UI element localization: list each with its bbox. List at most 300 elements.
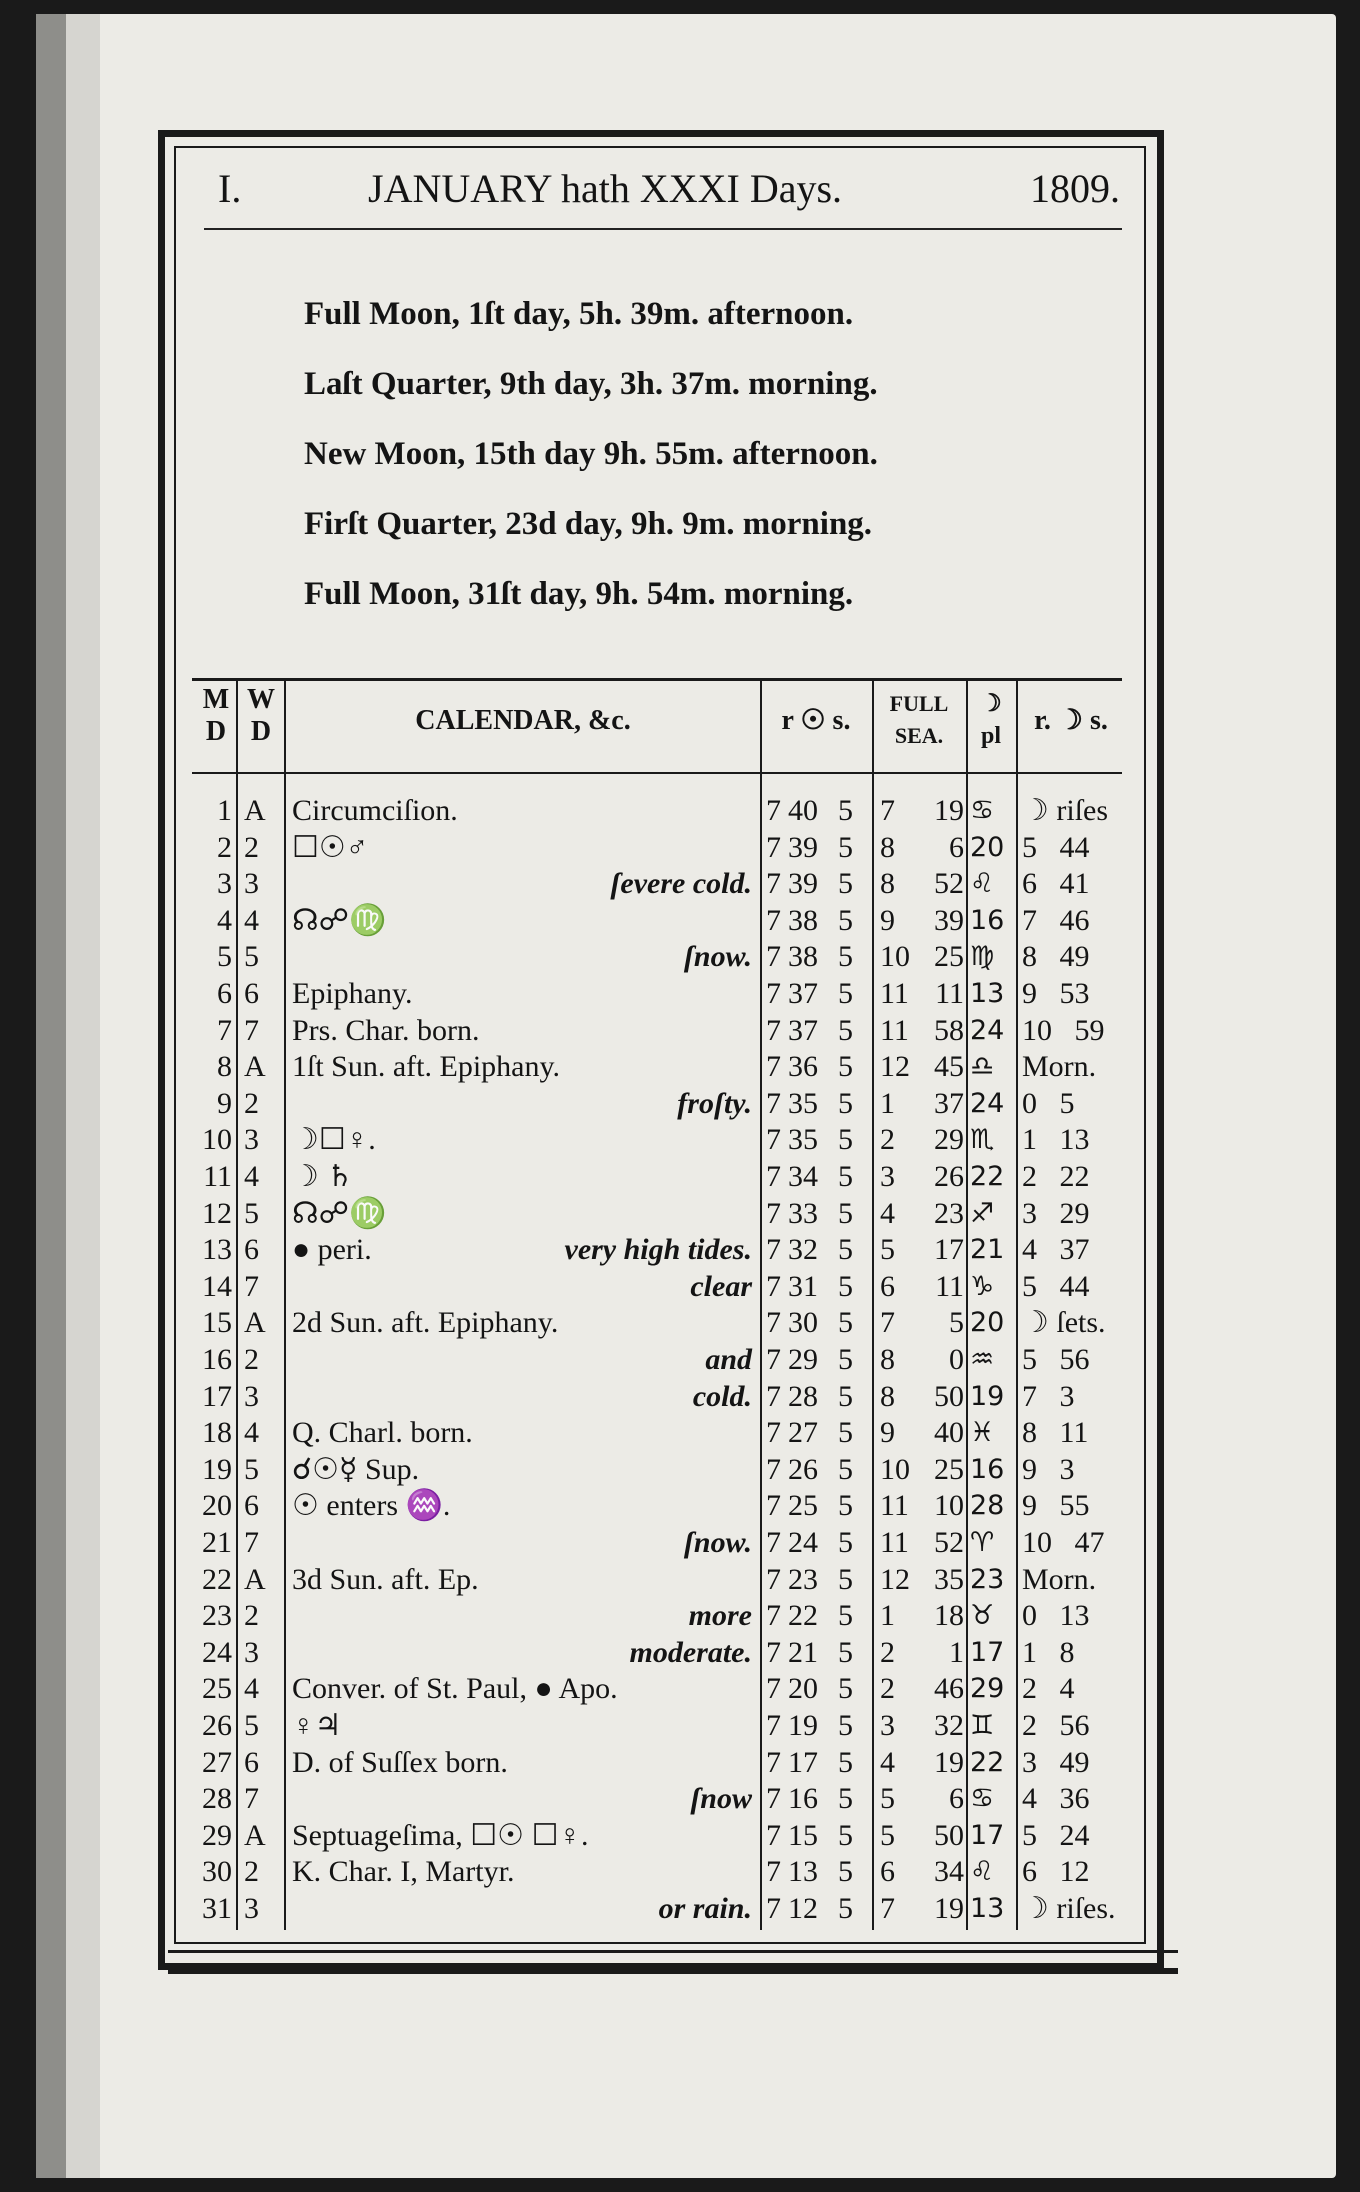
full-sea-hour: 8	[880, 867, 895, 900]
full-sea-minute: 6	[949, 831, 964, 864]
calendar-entry: ♀♃	[292, 1709, 342, 1742]
sunrise-hour: 7	[766, 1599, 781, 1632]
sunset-hour: 5	[838, 1123, 853, 1156]
sunrise-minute: 19	[788, 1709, 818, 1742]
sunrise-hour: 7	[766, 940, 781, 973]
col-divider	[1016, 680, 1018, 1930]
moon-place: 21	[970, 1234, 1005, 1265]
moon-place: 28	[970, 1490, 1005, 1521]
sunrise-minute: 20	[788, 1672, 818, 1705]
sunrise-minute: 28	[788, 1380, 818, 1413]
moon-rise-set: 4 37	[1022, 1233, 1090, 1266]
frame-bottom-bar	[168, 1950, 1178, 1974]
sunrise-minute: 34	[788, 1160, 818, 1193]
moon-place: ♌	[970, 1856, 995, 1887]
moon-place: 16	[970, 905, 1005, 936]
sunrise-hour: 7	[766, 1636, 781, 1669]
sunrise-minute: 15	[788, 1819, 818, 1852]
sunrise-minute: 29	[788, 1343, 818, 1376]
moon-place: 17	[970, 1820, 1005, 1851]
col-head-md: M D	[202, 684, 230, 747]
full-sea-minute: 58	[934, 1014, 964, 1047]
moon-place: ♋	[970, 795, 995, 826]
weather-note: ſevere cold.	[610, 867, 752, 900]
moon-place: ♉	[970, 1600, 995, 1631]
sunrise-hour: 7	[766, 867, 781, 900]
calendar-entry: ☊☍♍	[292, 1197, 387, 1230]
day-of-week: 3	[244, 1380, 259, 1413]
full-sea-hour: 6	[880, 1855, 895, 1888]
sunrise-hour: 7	[766, 1819, 781, 1852]
day-of-week: 7	[244, 1782, 259, 1815]
moon-rise-set: 6 41	[1022, 867, 1090, 900]
sunrise-hour: 7	[766, 1855, 781, 1888]
full-sea-hour: 2	[880, 1672, 895, 1705]
day-of-week: 6	[244, 977, 259, 1010]
moon-rise-set: Morn.	[1022, 1050, 1097, 1083]
moon-rise-set: 0 5	[1022, 1087, 1075, 1120]
day-of-week: 3	[244, 1892, 259, 1925]
col-divider	[236, 680, 238, 1930]
col-divider	[966, 680, 968, 1930]
day-of-month: 31	[202, 1892, 232, 1925]
sunset-hour: 5	[838, 1636, 853, 1669]
full-sea-minute: 52	[934, 1526, 964, 1559]
moon-place: ♍	[970, 941, 995, 972]
sunrise-minute: 40	[788, 794, 818, 827]
calendar-entry: Conver. of St. Paul, ● Apo.	[292, 1672, 618, 1705]
phase-line: Full Moon, 31ſt day, 9h. 54m. morning.	[304, 576, 854, 612]
day-of-month: 17	[202, 1380, 232, 1413]
sunset-hour: 5	[838, 1599, 853, 1632]
weather-note: very high tides.	[564, 1233, 752, 1266]
col-head-wd: W D	[247, 684, 275, 747]
weather-note: froſty.	[677, 1087, 752, 1120]
sunset-hour: 5	[838, 1197, 853, 1230]
full-sea-minute: 32	[934, 1709, 964, 1742]
calendar-entry: Q. Charl. born.	[292, 1416, 473, 1449]
day-of-week: 2	[244, 831, 259, 864]
day-of-week: A	[244, 1819, 266, 1852]
sunset-hour: 5	[838, 1050, 853, 1083]
sunrise-hour: 7	[766, 1892, 781, 1925]
day-of-month: 29	[202, 1819, 232, 1852]
full-sea-hour: 1	[880, 1599, 895, 1632]
col-divider	[872, 680, 874, 1930]
calendar-entry: D. of Suſſex born.	[292, 1746, 508, 1779]
day-of-month: 14	[202, 1270, 232, 1303]
sunrise-minute: 23	[788, 1563, 818, 1596]
sunrise-hour: 7	[766, 831, 781, 864]
moon-rise-set: 6 12	[1022, 1855, 1090, 1888]
moon-rise-set: 2 56	[1022, 1709, 1090, 1742]
sunrise-hour: 7	[766, 1782, 781, 1815]
weather-note: ſnow.	[683, 940, 752, 973]
full-sea-minute: 23	[934, 1197, 964, 1230]
full-sea-hour: 12	[880, 1050, 910, 1083]
weather-note: clear	[690, 1270, 752, 1303]
full-sea-hour: 12	[880, 1563, 910, 1596]
full-sea-minute: 39	[934, 904, 964, 937]
weather-note: cold.	[692, 1380, 752, 1413]
sunrise-hour: 7	[766, 1197, 781, 1230]
moon-rise-set: 10 47	[1022, 1526, 1105, 1559]
day-of-week: 6	[244, 1233, 259, 1266]
calendar-entry: Circumciſion.	[292, 794, 458, 827]
table-top-rule	[192, 678, 1122, 681]
moon-rise-set: 5 24	[1022, 1819, 1090, 1852]
sunset-hour: 5	[838, 1563, 853, 1596]
full-sea-minute: 26	[934, 1160, 964, 1193]
table-header-rule	[192, 772, 1122, 774]
full-sea-minute: 50	[934, 1380, 964, 1413]
full-sea-hour: 5	[880, 1233, 895, 1266]
sunrise-minute: 26	[788, 1453, 818, 1486]
full-sea-minute: 17	[934, 1233, 964, 1266]
calendar-entry: 3d Sun. aft. Ep.	[292, 1563, 479, 1596]
full-sea-minute: 25	[934, 1453, 964, 1486]
full-sea-minute: 5	[949, 1306, 964, 1339]
moon-place: 29	[970, 1673, 1005, 1704]
sunrise-minute: 38	[788, 904, 818, 937]
day-of-month: 8	[217, 1050, 232, 1083]
sunrise-minute: 24	[788, 1526, 818, 1559]
sunrise-minute: 25	[788, 1489, 818, 1522]
day-of-month: 19	[202, 1453, 232, 1486]
full-sea-minute: 19	[934, 1746, 964, 1779]
day-of-week: 3	[244, 1123, 259, 1156]
moon-rise-set: ☽ riſes.	[1022, 1892, 1116, 1925]
day-of-month: 20	[202, 1489, 232, 1522]
moon-place: 13	[970, 1893, 1005, 1924]
full-sea-hour: 5	[880, 1782, 895, 1815]
full-sea-hour: 11	[880, 1014, 909, 1047]
page-number: I.	[218, 166, 242, 211]
sunrise-minute: 37	[788, 1014, 818, 1047]
sunrise-hour: 7	[766, 1014, 781, 1047]
day-of-month: 11	[203, 1160, 232, 1193]
col-head-moon-place: ☽ pl	[980, 691, 1002, 749]
sunrise-hour: 7	[766, 1563, 781, 1596]
calendar-entry: ☽ ♄	[292, 1160, 354, 1193]
sunrise-hour: 7	[766, 1123, 781, 1156]
sunrise-minute: 16	[788, 1782, 818, 1815]
calendar-entry: Epiphany.	[292, 977, 413, 1010]
sunset-hour: 5	[838, 1233, 853, 1266]
moon-place: ♐	[970, 1198, 995, 1229]
full-sea-hour: 11	[880, 1526, 909, 1559]
moon-place: 22	[970, 1161, 1005, 1192]
moon-rise-set: 5 44	[1022, 831, 1090, 864]
full-sea-hour: 8	[880, 1343, 895, 1376]
sunset-hour: 5	[838, 1343, 853, 1376]
full-sea-minute: 11	[935, 977, 964, 1010]
sunset-hour: 5	[838, 867, 853, 900]
col-head-calendar: CALENDAR, &c.	[415, 705, 631, 736]
moon-place: 22	[970, 1747, 1005, 1778]
moon-rise-set: Morn.	[1022, 1563, 1097, 1596]
moon-rise-set: 3 49	[1022, 1746, 1090, 1779]
full-sea-minute: 40	[934, 1416, 964, 1449]
day-of-week: 5	[244, 1709, 259, 1742]
sunrise-minute: 32	[788, 1233, 818, 1266]
moon-place: ♋	[970, 1783, 995, 1814]
day-of-month: 26	[202, 1709, 232, 1742]
sunset-hour: 5	[838, 1746, 853, 1779]
moon-rise-set: 9 3	[1022, 1453, 1075, 1486]
full-sea-minute: 10	[934, 1489, 964, 1522]
calendar-entry: Prs. Char. born.	[292, 1014, 480, 1047]
calendar-entry: K. Char. I, Martyr.	[292, 1855, 515, 1888]
day-of-week: 5	[244, 1197, 259, 1230]
moon-place: 20	[970, 832, 1005, 863]
sunset-hour: 5	[838, 1709, 853, 1742]
sunrise-hour: 7	[766, 1343, 781, 1376]
calendar-entry: ● peri.	[292, 1233, 372, 1266]
sunset-hour: 5	[838, 1380, 853, 1413]
calendar-entry: ☽☐♀.	[292, 1123, 376, 1156]
sunset-hour: 5	[838, 940, 853, 973]
sunrise-minute: 33	[788, 1197, 818, 1230]
calendar-entry: ☌☉☿ Sup.	[292, 1453, 420, 1486]
moon-rise-set: 4 36	[1022, 1782, 1090, 1815]
full-sea-hour: 6	[880, 1270, 895, 1303]
calendar-entry: 2d Sun. aft. Epiphany.	[292, 1306, 559, 1339]
day-of-month: 22	[202, 1563, 232, 1596]
calendar-entry: ☊☍♍	[292, 904, 387, 937]
sunset-hour: 5	[838, 904, 853, 937]
sunrise-minute: 39	[788, 831, 818, 864]
sunset-hour: 5	[838, 1306, 853, 1339]
full-sea-hour: 10	[880, 1453, 910, 1486]
sunset-hour: 5	[838, 1782, 853, 1815]
moon-place: 20	[970, 1307, 1005, 1338]
weather-note: and	[705, 1343, 752, 1376]
full-sea-minute: 37	[934, 1087, 964, 1120]
sunrise-minute: 13	[788, 1855, 818, 1888]
day-of-week: 3	[244, 867, 259, 900]
col-head-fullsea: FULL SEA.	[889, 691, 949, 748]
day-of-month: 15	[202, 1306, 232, 1339]
phase-line: New Moon, 15th day 9h. 55m. afternoon.	[304, 436, 878, 472]
sunset-hour: 5	[838, 1270, 853, 1303]
day-of-month: 9	[217, 1087, 232, 1120]
moon-place: ♏	[970, 1124, 995, 1155]
day-of-month: 30	[202, 1855, 232, 1888]
sunset-hour: 5	[838, 1819, 853, 1852]
full-sea-minute: 45	[934, 1050, 964, 1083]
sunrise-hour: 7	[766, 1380, 781, 1413]
sunrise-hour: 7	[766, 794, 781, 827]
day-of-month: 6	[217, 977, 232, 1010]
page-title: JANUARY hath XXXI Days.	[368, 166, 843, 211]
day-of-week: 7	[244, 1526, 259, 1559]
day-of-month: 16	[202, 1343, 232, 1376]
col-head-sun: r ☉ s.	[781, 705, 851, 736]
moon-rise-set: 2 4	[1022, 1672, 1075, 1705]
day-of-month: 13	[202, 1233, 232, 1266]
sunset-hour: 5	[838, 1489, 853, 1522]
day-of-month: 24	[202, 1636, 232, 1669]
calendar-entry: 1ſt Sun. aft. Epiphany.	[292, 1050, 561, 1083]
full-sea-hour: 2	[880, 1123, 895, 1156]
moon-rise-set: 5 56	[1022, 1343, 1090, 1376]
sunrise-hour: 7	[766, 1416, 781, 1449]
sunset-hour: 5	[838, 1087, 853, 1120]
phase-line: Firſt Quarter, 23d day, 9h. 9m. morning.	[304, 506, 873, 542]
day-of-month: 10	[202, 1123, 232, 1156]
sunset-hour: 5	[838, 1526, 853, 1559]
day-of-week: 4	[244, 1160, 259, 1193]
day-of-month: 27	[202, 1746, 232, 1779]
day-of-month: 21	[202, 1526, 232, 1559]
weather-note: moderate.	[629, 1636, 752, 1669]
full-sea-minute: 11	[935, 1270, 964, 1303]
moon-place: ♈	[970, 1527, 995, 1558]
sunrise-hour: 7	[766, 1160, 781, 1193]
moon-rise-set: 3 29	[1022, 1197, 1090, 1230]
full-sea-minute: 35	[934, 1563, 964, 1596]
full-sea-hour: 3	[880, 1709, 895, 1742]
weather-note: ſnow	[690, 1782, 752, 1815]
weather-note: ſnow.	[683, 1526, 752, 1559]
day-of-month: 4	[217, 904, 232, 937]
moon-rise-set: 5 44	[1022, 1270, 1090, 1303]
sunset-hour: 5	[838, 1453, 853, 1486]
sunrise-hour: 7	[766, 977, 781, 1010]
full-sea-minute: 50	[934, 1819, 964, 1852]
calendar-entry: Septuageſima, ☐☉ ☐♀.	[292, 1819, 589, 1852]
day-of-week: 5	[244, 940, 259, 973]
full-sea-hour: 7	[880, 1306, 895, 1339]
sunrise-hour: 7	[766, 1306, 781, 1339]
moon-rise-set: ☽ ſets.	[1022, 1306, 1106, 1339]
full-sea-hour: 4	[880, 1746, 895, 1779]
full-sea-hour: 11	[880, 977, 909, 1010]
day-of-week: A	[244, 1050, 266, 1083]
full-sea-hour: 1	[880, 1087, 895, 1120]
sunset-hour: 5	[838, 1416, 853, 1449]
phase-line: Laſt Quarter, 9th day, 3h. 37m. morning.	[304, 366, 878, 402]
sunrise-hour: 7	[766, 1709, 781, 1742]
moon-rise-set: 8 49	[1022, 940, 1090, 973]
moon-place: 24	[970, 1015, 1005, 1046]
moon-place: ♊	[970, 1710, 995, 1741]
sunset-hour: 5	[838, 1892, 853, 1925]
binding-edge	[36, 14, 66, 2178]
sunrise-hour: 7	[766, 1489, 781, 1522]
full-sea-minute: 0	[949, 1343, 964, 1376]
sunrise-minute: 31	[788, 1270, 818, 1303]
sunrise-hour: 7	[766, 1672, 781, 1705]
moon-place: ♌	[970, 868, 995, 899]
moon-place: ♎	[970, 1051, 995, 1082]
day-of-week: 7	[244, 1014, 259, 1047]
day-of-week: 4	[244, 904, 259, 937]
sunrise-hour: 7	[766, 1233, 781, 1266]
moon-rise-set: 2 22	[1022, 1160, 1090, 1193]
day-of-week: A	[244, 794, 266, 827]
col-head-moon-rs: r. ☽ s.	[1034, 705, 1108, 736]
day-of-month: 28	[202, 1782, 232, 1815]
col-divider	[284, 680, 286, 1930]
day-of-month: 2	[217, 831, 232, 864]
sunrise-minute: 36	[788, 1050, 818, 1083]
full-sea-hour: 7	[880, 1892, 895, 1925]
full-sea-hour: 2	[880, 1636, 895, 1669]
full-sea-hour: 9	[880, 1416, 895, 1449]
weather-note: or rain.	[658, 1892, 752, 1925]
header-rule	[204, 228, 1122, 230]
sunrise-minute: 37	[788, 977, 818, 1010]
sunrise-minute: 12	[788, 1892, 818, 1925]
sunrise-hour: 7	[766, 1050, 781, 1083]
day-of-month: 3	[217, 867, 232, 900]
moon-place: 16	[970, 1454, 1005, 1485]
calendar-entry: ☐☉♂	[292, 831, 369, 864]
day-of-month: 18	[202, 1416, 232, 1449]
day-of-week: 2	[244, 1343, 259, 1376]
sunrise-minute: 22	[788, 1599, 818, 1632]
sunset-hour: 5	[838, 1014, 853, 1047]
binding-shadow	[66, 14, 100, 2178]
moon-place: 13	[970, 978, 1005, 1009]
calendar-entry: ☉ enters ♒.	[292, 1489, 451, 1522]
moon-rise-set: 7 46	[1022, 904, 1090, 937]
day-of-week: 6	[244, 1746, 259, 1779]
day-of-week: A	[244, 1306, 266, 1339]
sunset-hour: 5	[838, 794, 853, 827]
day-of-week: 6	[244, 1489, 259, 1522]
full-sea-hour: 3	[880, 1160, 895, 1193]
moon-rise-set: 10 59	[1022, 1014, 1105, 1047]
day-of-week: 3	[244, 1636, 259, 1669]
day-of-week: 4	[244, 1672, 259, 1705]
sunrise-minute: 35	[788, 1087, 818, 1120]
day-of-week: 7	[244, 1270, 259, 1303]
day-of-week: 2	[244, 1855, 259, 1888]
full-sea-hour: 11	[880, 1489, 909, 1522]
sunrise-hour: 7	[766, 904, 781, 937]
full-sea-hour: 7	[880, 794, 895, 827]
day-of-week: 4	[244, 1416, 259, 1449]
full-sea-hour: 8	[880, 1380, 895, 1413]
sunset-hour: 5	[838, 831, 853, 864]
day-of-month: 23	[202, 1599, 232, 1632]
moon-place: ♑	[970, 1271, 995, 1302]
sunset-hour: 5	[838, 1672, 853, 1705]
sunrise-minute: 39	[788, 867, 818, 900]
col-divider	[760, 680, 762, 1930]
phase-line: Full Moon, 1ſt day, 5h. 39m. afternoon.	[304, 296, 854, 332]
full-sea-hour: 4	[880, 1197, 895, 1230]
sunset-hour: 5	[838, 1855, 853, 1888]
day-of-week: 5	[244, 1453, 259, 1486]
full-sea-minute: 19	[934, 1892, 964, 1925]
sunrise-minute: 38	[788, 940, 818, 973]
year-label: 1809.	[1030, 166, 1120, 211]
moon-place: 17	[970, 1637, 1005, 1668]
sunset-hour: 5	[838, 1160, 853, 1193]
sunset-hour: 5	[838, 977, 853, 1010]
moon-rise-set: 9 53	[1022, 977, 1090, 1010]
moon-place: ♒	[970, 1344, 995, 1375]
sunrise-hour: 7	[766, 1526, 781, 1559]
sunrise-hour: 7	[766, 1453, 781, 1486]
sunrise-minute: 27	[788, 1416, 818, 1449]
moon-rise-set: 7 3	[1022, 1380, 1075, 1413]
full-sea-minute: 46	[934, 1672, 964, 1705]
